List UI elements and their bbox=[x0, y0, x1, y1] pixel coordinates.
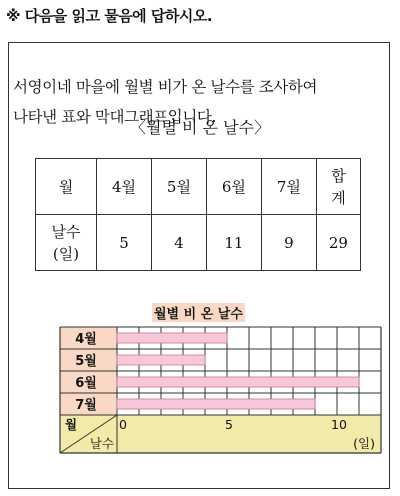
value-cell: 4 bbox=[151, 215, 206, 271]
corner-label-top: 월 bbox=[65, 417, 78, 432]
bar-chart bbox=[59, 326, 375, 484]
category-tick-label: 7월 bbox=[75, 398, 97, 413]
value-cell: 5 bbox=[97, 215, 152, 271]
table-value-row bbox=[36, 215, 361, 271]
bar bbox=[117, 355, 205, 365]
total-cell: 29 bbox=[316, 215, 360, 271]
header-total-top: 합 bbox=[331, 166, 346, 185]
header-total bbox=[316, 159, 360, 215]
row-label-top: 날수 bbox=[51, 222, 81, 241]
x-tick-label: 0 bbox=[119, 417, 127, 432]
rain-days-table bbox=[35, 158, 361, 271]
header-month: 7월 bbox=[261, 159, 316, 215]
category-tick-label: 6월 bbox=[75, 376, 97, 391]
header-total-bottom: 계 bbox=[331, 188, 346, 207]
header-month-label: 월 bbox=[36, 159, 97, 215]
category-tick-label: 4월 bbox=[75, 332, 97, 347]
x-unit-label: (일) bbox=[353, 436, 375, 451]
table-caption: 〈월별 비 온 날수〉 bbox=[130, 118, 270, 137]
bar bbox=[117, 377, 359, 387]
row-label bbox=[36, 215, 97, 271]
question-line-1: 서영이네 마을에 월별 비가 온 날수를 조사하여 bbox=[13, 78, 318, 96]
x-tick-label: 5 bbox=[225, 417, 233, 432]
question-line-2: 나타낸 표와 막대그래프입니다. bbox=[13, 108, 217, 126]
value-cell: 11 bbox=[206, 215, 261, 271]
bar bbox=[117, 333, 227, 343]
corner-label-bottom: 날수 bbox=[89, 436, 114, 451]
x-tick-label: 10 bbox=[331, 417, 347, 432]
bar bbox=[117, 399, 315, 409]
header-month: 6월 bbox=[206, 159, 261, 215]
instruction: ※ 다음을 읽고 물음에 답하시오. bbox=[6, 7, 213, 25]
chart-title: 월별 비 온 날수 bbox=[152, 303, 245, 322]
table-header-row bbox=[36, 159, 361, 215]
header-month: 4월 bbox=[97, 159, 152, 215]
header-month: 5월 bbox=[151, 159, 206, 215]
value-cell: 9 bbox=[261, 215, 316, 271]
row-label-bottom: (일) bbox=[52, 244, 80, 263]
category-tick-label: 5월 bbox=[75, 354, 97, 369]
